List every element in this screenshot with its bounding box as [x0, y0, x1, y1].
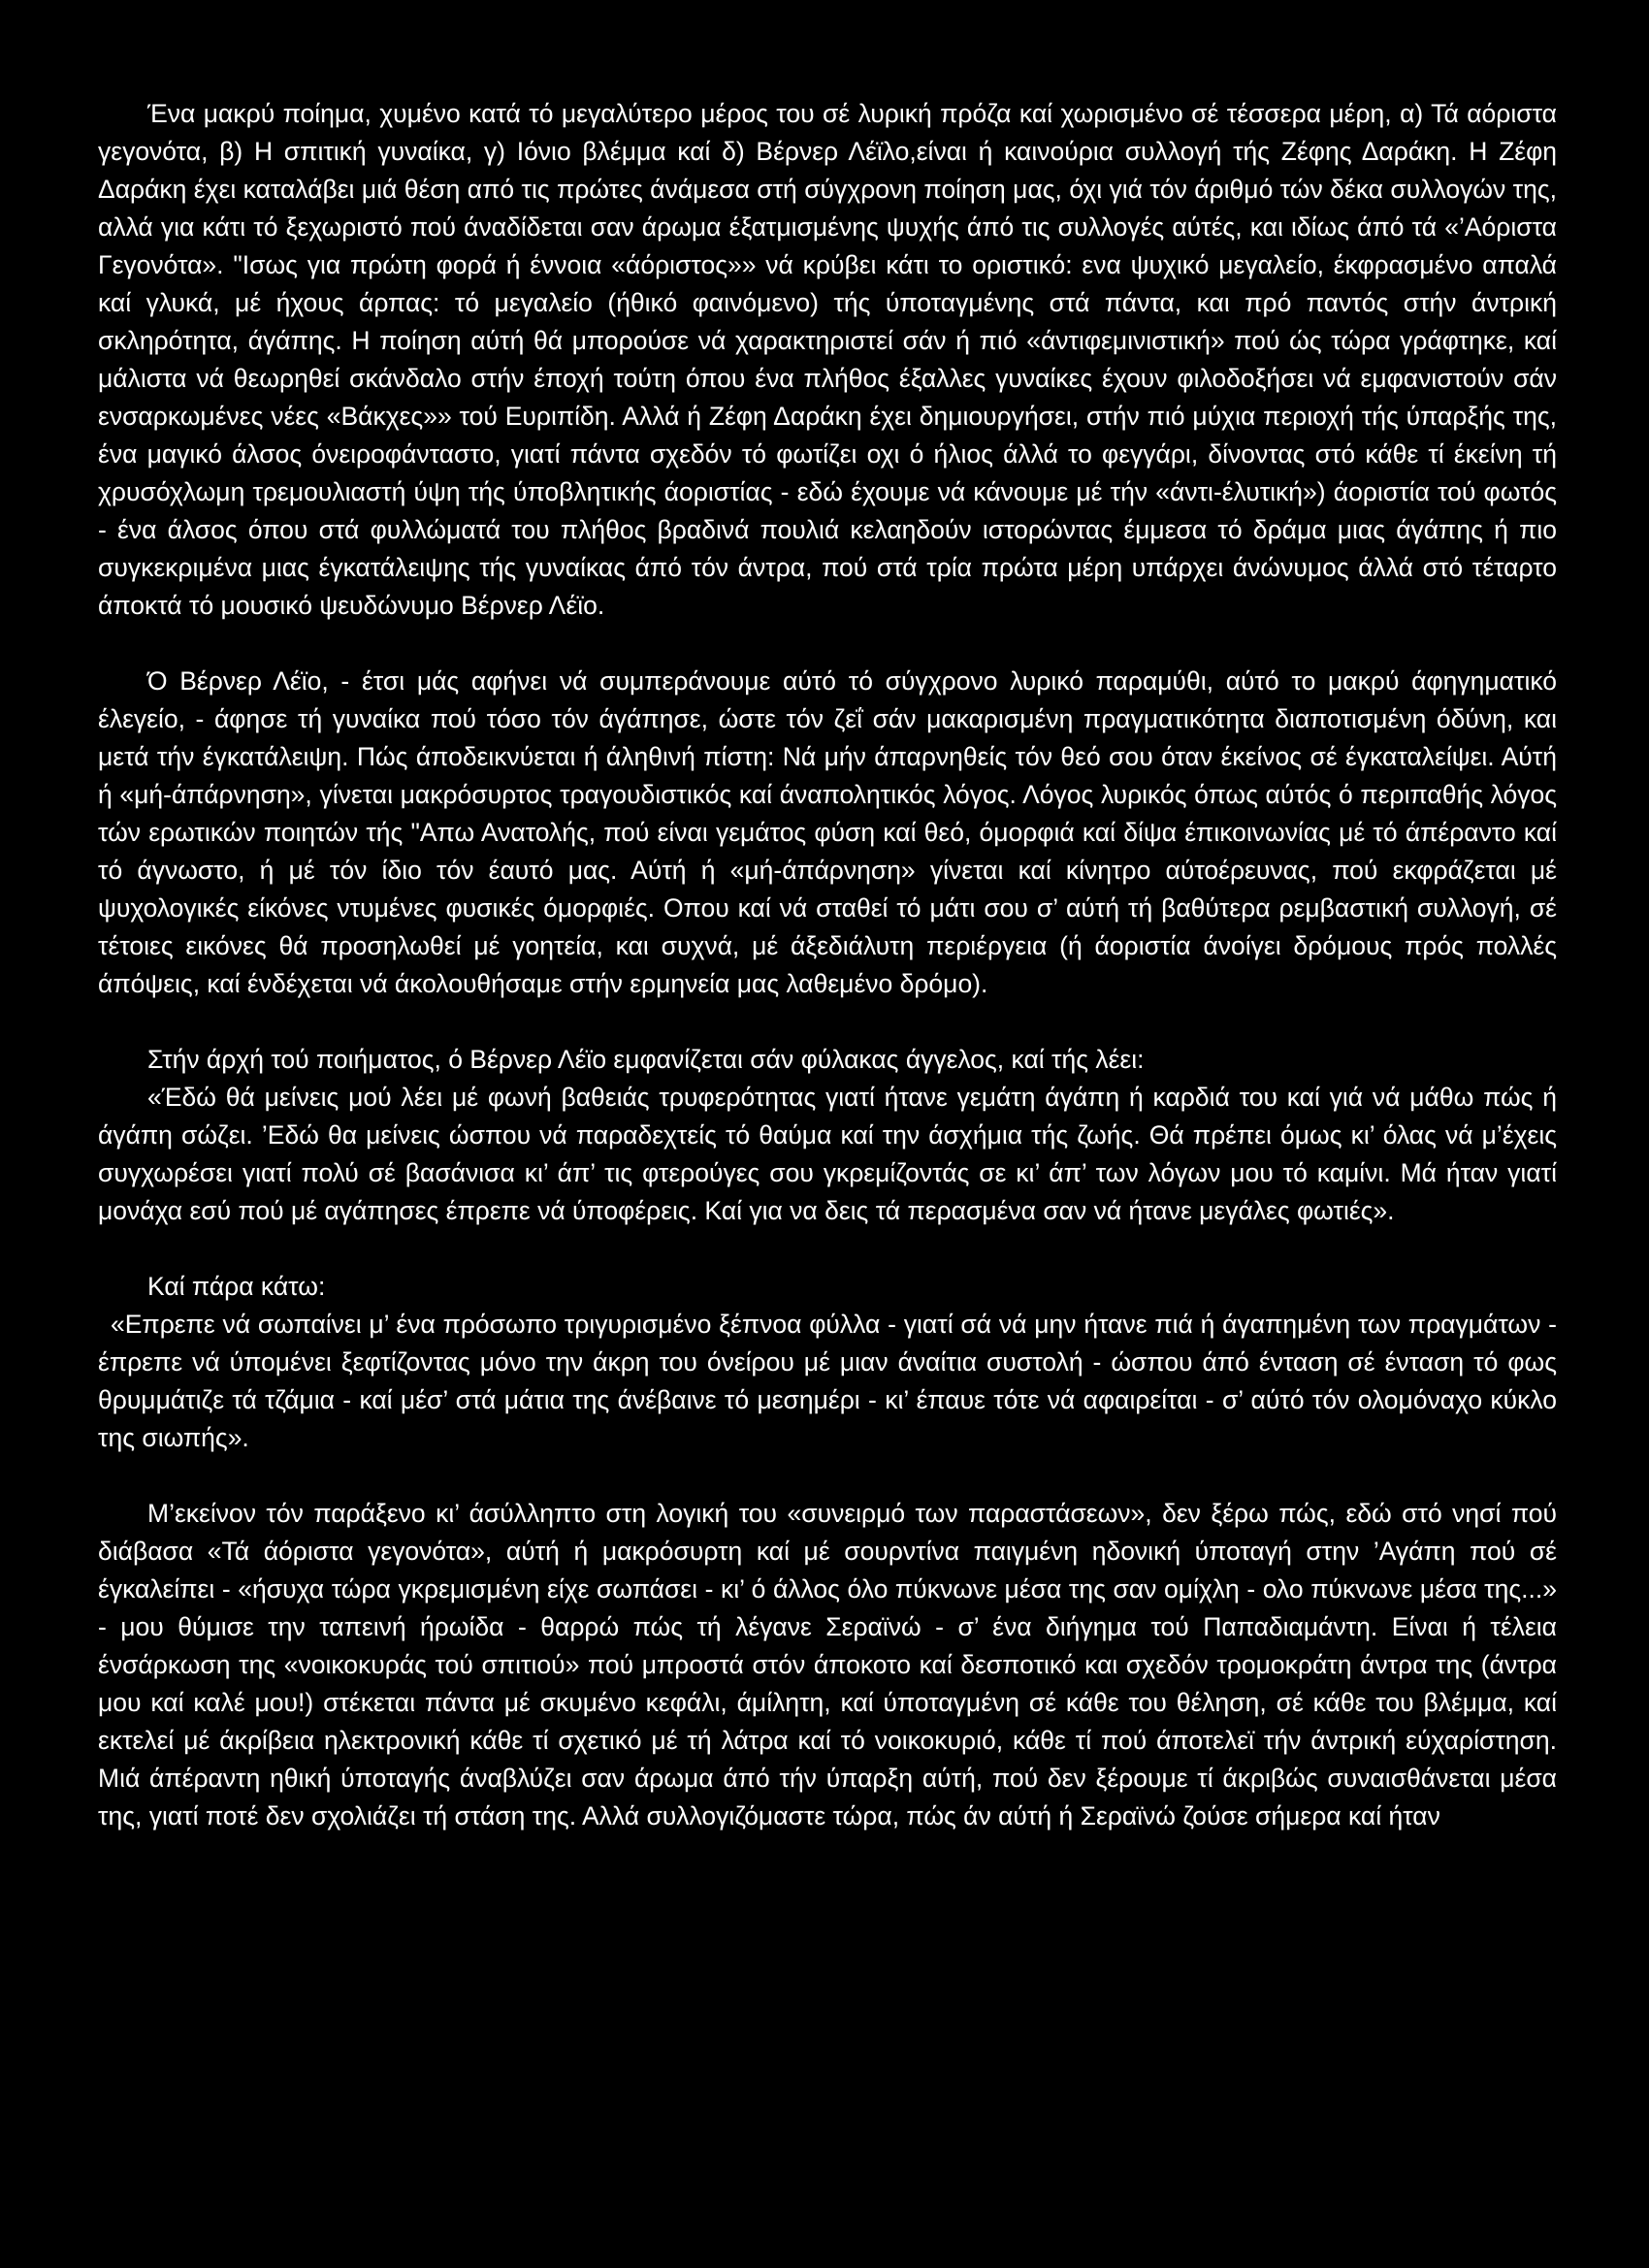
quote-silence-circle: «Επρεπε νά σωπαίνει μ’ ένα πρόσωπο τριγυρισμένο ξέπνοα φύλλα - γιατί σά νά μην ήτανε πιά ή άγαπημένη των πραγμάτων - έπρεπε νά ύπομένει ξεφτίζοντας μόνο την άκρη του όνείρου μέ μιαν άναίτια συστολή - ώσπου άπό ένταση σέ ένταση τό φως θρυμμάτιζε τά τζάμια - καί μέσ’ στά μάτια της άνέβαινε τό μεσημέρι - κι’ έπαυε τότε νά αφαιρείται - σ’ αύτό τόν ολομόναχο κύκλο της σιωπής». — [98, 1310, 1557, 1452]
paragraph-poem-opening-intro: Στήν άρχή τού ποιήματος, ό Βέρνερ Λέϊο εμφανίζεται σάν φύλακας άγγελος, καί τής λέει: — [147, 1045, 1145, 1074]
article-text — [98, 95, 1557, 1835]
paragraph-further-below-intro: Καί πάρα κάτω: — [147, 1272, 326, 1301]
paragraph-seraino: Μ’εκείνον τόν παράξενο κι’ άσύλληπτο στη λογική του «συνειρμό των παραστάσεων», δεν ξέρω πώς, εδώ στό νησί πού διάβασα «Τά άόριστα γεγονότα», αύτή ή μακρόσυρτη καί μέ σουρντίνα παιγμένη ηδονική ύποταγή στην ’Αγάπη πού σέ έγκαλείπει - «ήσυχα τώρα γκρεμισμένη είχε σωπάσει - κι’ ό άλλος όλο πύκνωνε μέσα της σαν ομίχλη - ολο πύκνωνε μέσα της...» - μου θύμισε την ταπεινή ήρωίδα - θαρρώ πώς τή λέγανε Σεραϊνώ - σ’ ένα διήγημα τού Παπαδιαμάντη. Είναι ή τέλεια ένσάρκωση της «νοικοκυράς τού σπιτιού» πού μπροστά στόν άποκοτο καί δεσποτικό και σχεδόν τρομοκράτη άντρα της (άντρα μου καί καλέ μου!) στέκεται πάντα μέ σκυμένο κεφάλι, άμίλητη, καί ύποταγμένη σέ κάθε του θέληση, σέ κάθε του βλέμμα, καί εκτελεί μέ άκρίβεια ηλεκτρονική κάθε τί σχετικό μέ τή λάτρα καί τό νοικοκυριό, κάθε τί πού άποτελεϊ τήν άντρική εύχαρίστηση. Μιά άπέραντη ηθική ύποταγής άναβλύζει σαν άρωμα άπό τήν ύπαρξη αύτή, πού δεν ξέρουμε τί άκριβώς συναισθάνεται μέσα της, γιατί ποτέ δεν σχολιάζει τή στάση της. Αλλά συλλογιζόμαστε τώρα, πώς άν αύτή ή Σεραϊνώ ζούσε σήμερα καί ήταν — [98, 1499, 1557, 1831]
paragraph-intro: Ένα μακρύ ποίημα, χυμένο κατά τό μεγαλύτερο μέρος του σέ λυρική πρόζα καί χωρισμένο σέ τέσσερα μέρη, α) Τά αόριστα γεγονότα, β) Η σπιτική γυναίκα, γ) Ιόνιο βλέμμα καί δ) Βέρνερ Λέϊλο,είναι ή καινούρια συλλογή τής Ζέφης Δαράκη. Η Ζέφη Δαράκη έχει καταλάβει μιά θέση από τις πρώτες άνάμεσα στή σύγχρονη ποίηση μας, όχι γιά τόν άριθμό τών δέκα συλλογών της, αλλά για κάτι τό ξεχωριστό πού άναδίδεται σαν άρωμα έξατμισμένης ψυχής άπό τις συλλογές αύτές, και ιδίως άπό τά «’Αόριστα Γεγονότα». "Ισως για πρώτη φορά ή έννοια «άόριστος»» νά κρύβει κάτι το οριστικό: ενα ψυχικό μεγαλείο, έκφρασμένο απαλά καί γλυκά, μέ ήχους άρπας: τό μεγαλείο (ήθικό φαινόμενο) τής ύποταγμένης στά πάντα, και πρό παντός στήν άντρική σκληρότητα, άγάπης. Η ποίηση αύτή θά μπορούσε νά χαρακτηριστεί σάν ή πιό «άντιφεμινιστική» πού ώς τώρα γράφτηκε, καί μάλιστα νά θεωρηθεί σκάνδαλο στήν έποχή τούτη όπου ένα πλήθος έξαλλες γυναίκες έχουν φιλοδοξήσει νά εμφανιστούν σάν ενσαρκωμένες νέες «Βάκχες»» τού Ευριπίδη. Αλλά ή Ζέφη Δαράκη έχει δημιουργήσει, στήν πιό μύχια περιοχή τής ύπαρξής της, ένα μαγικό άλσος όνειροφάνταστο, γιατί πάντα σχεδόν τό φωτίζει οχι ό ήλιος άλλά το φεγγάρι, δίνοντας στό κάθε τί έκείνη τή χρυσόχλωμη τρεμουλιαστή ύψη τής ύποβλητικής άοριστίας - εδώ έχουμε νά κάνουμε μέ τήν «άντι-έλυτική») άοριστία τού φωτός - ένα άλσος όπου στά φυλλώματά του πλήθος βραδινά πουλιά κελαηδούν ιστορώντας έμμεσα τό δράμα μιας άγάπης ή πιο συγκεκριμένα μιας έγκατάλειψης τής γυναίκας άπό τόν άντρα, πού στά τρία πρώτα μέρη υπάρχει άνώνυμος άλλά στό τέταρτο άποκτά τό μουσικό ψευδώνυμο Βέρνερ Λέϊο. — [98, 99, 1557, 620]
quote-guardian-angel: «Έδώ θά μείνεις μού λέει μέ φωνή βαθειάς τρυφερότητας γιατί ήτανε γεμάτη άγάπη ή καρδιά του καί γιά νά μάθω πώς ή άγάπη σώζει. ’Εδώ θα μείνεις ώσπου νά παραδεχτείς τό θαύμα καί την άσχήμια τής ζωής. Θά πρέπει όμως κι’ όλας νά μ’έχεις συγχωρέσει γιατί πολύ σέ βασάνισα κι’ άπ’ τις φτερούγες σου γκρεμίζοντάς σε κι’ άπ’ των λόγων μου τό καμίνι. Μά ήταν γιατί μονάχα εσύ πού μέ αγάπησες έπρεπε νά ύποφέρεις. Καί για να δεις τά περασμένα σαν νά ήτανε μεγάλες φωτιές». — [98, 1083, 1557, 1225]
paragraph-werner-leio: Ό Βέρνερ Λέϊο, - έτσι μάς αφήνει νά συμπεράνουμε αύτό τό σύγχρονο λυρικό παραμύθι, αύτό το μακρύ άφηγηματικό έλεγείο, - άφησε τή γυναίκα πού τόσο τόν άγάπησε, ώστε τόν ζεΐ σάν μακαρισμένη πραγματικότητα διαποτισμένη όδύνη, και μετά τήν έγκατάλειψη. Πώς άποδεικνύεται ή άληθινή πίστη: Νά μήν άπαρνηθείς τόν θεό σου όταν έκείνος σέ έγκαταλείψει. Αύτή ή «μή-άπάρνηση», γίνεται μακρόσυρτος τραγουδιστικός καί άναπολητικός λόγος. Λόγος λυρικός όπως αύτός ό περιπαθής λόγος τών ερωτικών ποιητών τής "Απω Ανατολής, πού είναι γεμάτος φύση καί θεό, όμορφιά καί δίψα έπικοινωνίας μέ τό άπέραντο καί τό άγνωστο, ή μέ τόν ίδιο τόν έαυτό μας. Αύτή ή «μή-άπάρνηση» γίνεται καί κίνητρο αύτοέρευνας, πού εκφράζεται μέ ψυχολογικές είκόνες ντυμένες φυσικές όμορφιές. Οπου καί νά σταθεί τό μάτι σου σ’ αύτή τή βαθύτερα ρεμβαστική συλλογή, σέ τέτοιες εικόνες θά προσηλωθεί μέ γοητεία, και συχνά, μέ άξεδιάλυτη περιέργεια (ή άοριστία άνοίγει δρόμους πρός πολλές άπόψεις, καί ένδέχεται νά άκολουθήσαμε στήν ερμηνεία μας λαθεμένο δρόμο). — [98, 666, 1557, 998]
